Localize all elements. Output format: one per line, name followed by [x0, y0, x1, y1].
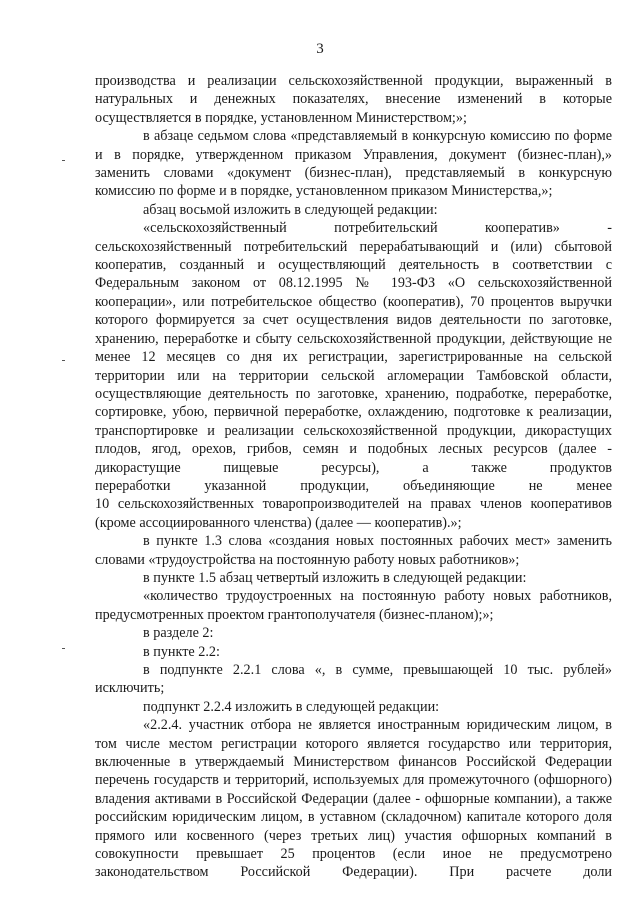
document-body [95, 72, 612, 882]
margin-mark [62, 160, 65, 161]
paragraph-8: в пункте 1.3 слова «создания новых постоянных рабочих мест» заменить словами «трудоустройства на постоянную работу новых работников»; [95, 533, 612, 568]
paragraph-15: «2.2.4. участник отбора не является иностранным юридическим лицом, в том числе местом регистрации которого является государство или территория, включенные в утверждаемый Министерством финансов Российской Федерации перечень государств и территорий, используемых для промежуточного (офшорного) владения активами в Российской Федерации (далее - офшорные компании), а также российским юридическим лицом, в уставном (складочном) капитале которого доля прямого или косвенного (через третьих лиц) участия офшорных компаний в совокупности превышает 25 процентов (если иное не предусмотрено законодательством Российской Федерации). При расчете доли [95, 717, 612, 881]
margin-mark [62, 648, 65, 649]
paragraph-7: 10 сельскохозяйственных товаропроизводителей на правах членов кооперативов (кроме ассоциированного членства) (далее — кооператив).»; [95, 496, 612, 531]
margin-mark [62, 360, 65, 361]
paragraph-9: в пункте 1.5 абзац четвертый изложить в следующей редакции: [143, 569, 527, 586]
paragraph-13: в подпункте 2.2.1 слова «, в сумме, превышающей 10 тыс. рублей» исключить; [95, 662, 612, 697]
page-number: 3 [316, 41, 324, 57]
paragraph-5: сельскохозяйственный потребительский перерабатывающий и (или) сбытовой кооператив, созданный и осуществляющий деятельность в соответствии с Федеральным законом от 08.12.1995 № 193-ФЗ «О сельскохозяйственной кооперации», или потребительское общество (кооператив), 70 процентов выручки которого формируется за счет осуществления видов деятельности по заготовке, хранению, переработке и сбыту сельскохозяйственной продукции, действующие не менее 12 месяцев со дня их регистрации, зарегистрированные на сельской территории или на территории сельской агломерации Тамбовской области, осуществляющие деятельность по заготовке, хранению, подработке, переработке, сортировке, убою, первичной переработке, охлаждению, подготовке к реализации, транспортировке и реализации сельскохозяйственной продукции, дикорастущих плодов, ягод, орехов, грибов, семян и подобных лесных ресурсов (далее - дикорастущие пищевые ресурсы), а также продуктов [95, 238, 612, 476]
paragraph-6: переработки указанной продукции, объединяющие не менее [95, 477, 612, 494]
paragraph-1: производства и реализации сельскохозяйственной продукции, выраженный в натуральных и денежных показателях, внесение изменений в которые осуществляется в порядке, установленном Министерством;»; [95, 73, 612, 126]
paragraph-3: абзац восьмой изложить в следующей редакции: [143, 201, 438, 218]
paragraph-4: «сельскохозяйственный потребительский кооператив» - [143, 220, 612, 237]
paragraph-2: в абзаце седьмом слова «представляемый в конкурсную комиссию по форме и в порядке, утвержденном приказом Управления, документ (бизнес-план),» заменить словами «документ (бизнес-план), представляемый в конкурсную комиссию по форме и в порядке, установленном приказом Министерства,»; [95, 128, 612, 200]
paragraph-10: «количество трудоустроенных на постоянную работу новых работников, предусмотренных проектом грантополучателя (бизнес-планом);»; [95, 588, 612, 623]
paragraph-11: в разделе 2: [143, 625, 214, 642]
paragraph-14: подпункт 2.2.4 изложить в следующей редакции: [143, 698, 440, 715]
paragraph-12: в пункте 2.2: [143, 643, 220, 660]
